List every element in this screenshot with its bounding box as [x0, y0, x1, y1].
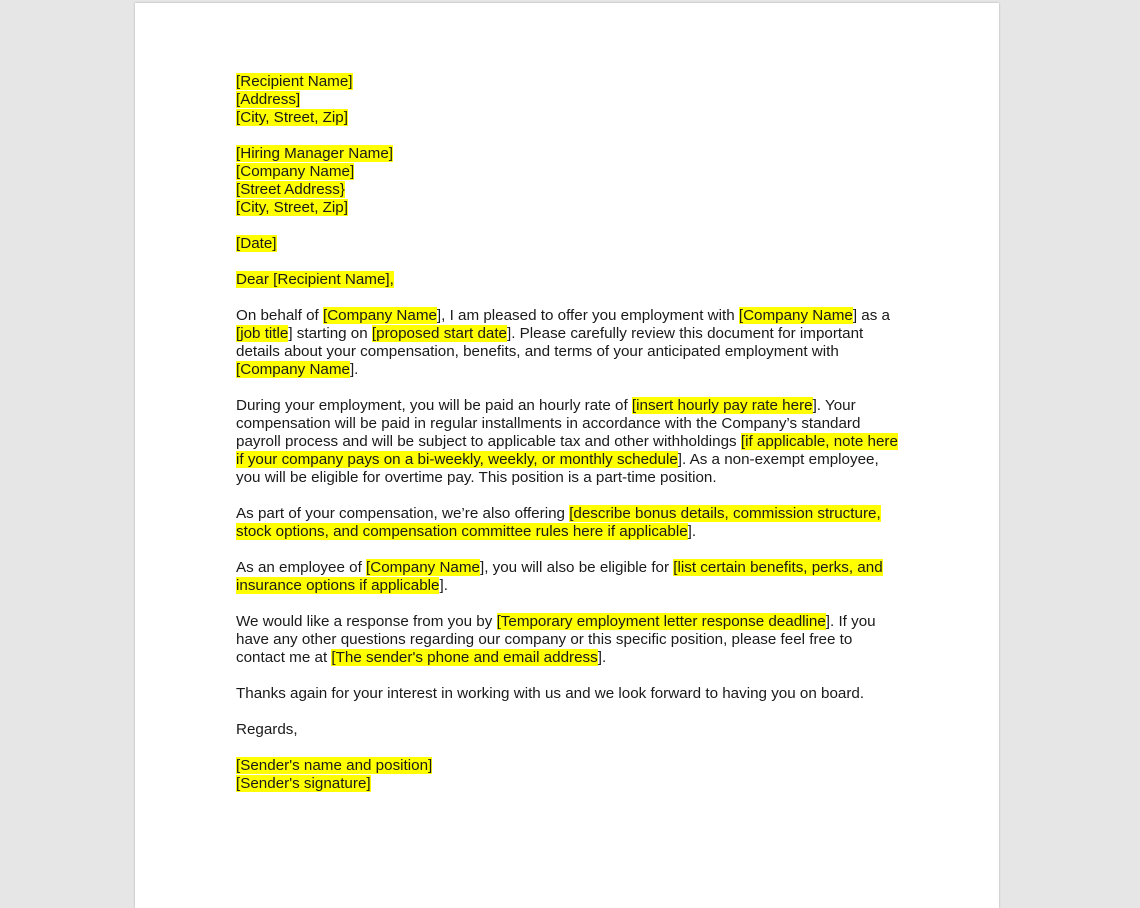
sender-name-position: [Sender's name and position] — [236, 757, 433, 774]
recipient-address: [Address] — [236, 91, 301, 108]
document-page — [135, 3, 999, 908]
sender-signature: [Sender's signature] — [236, 775, 371, 792]
paragraph-response: We would like a response from you by [Temporary employment letter response deadline]. If you have any other questions regarding our company or this specific position, please feel free to contact me at [The sender's phone and email address]. — [236, 613, 876, 666]
letter-body[interactable] — [236, 73, 901, 793]
company-block — [236, 145, 901, 217]
street-address: [Street Address} — [236, 181, 345, 198]
hiring-manager-name: [Hiring Manager Name] — [236, 145, 393, 162]
salutation: Dear [Recipient Name], — [236, 271, 394, 288]
signoff-block — [236, 757, 901, 793]
paragraph-compensation: During your employment, you will be paid an hourly rate of [insert hourly pay rate here]. Your compensation will be paid in regular installments in accordance with the Company’s standard payroll process and will be subject to applicable tax and other withholdings [if applicable, note here if your company pays on a bi-weekly, weekly, or monthly schedule]. As a non-exempt employee, you will be eligible for overtime pay. This position is a part-time position. — [236, 397, 898, 486]
closing-paragraph: Thanks again for your interest in working with us and we look forward to having you on board. — [236, 685, 865, 702]
paragraph-bonus: As part of your compensation, we’re also offering [describe bonus details, commission structure, stock options, and compensation committee rules here if applicable]. — [236, 505, 881, 540]
recipient-name: [Recipient Name] — [236, 73, 353, 90]
recipient-block — [236, 73, 901, 127]
company-city: [City, Street, Zip] — [236, 199, 348, 216]
company-name: [Company Name] — [236, 163, 355, 180]
letter-date: [Date] — [236, 235, 277, 252]
regards: Regards, — [236, 721, 298, 738]
paragraph-offer: On behalf of [Company Name], I am pleased to offer you employment with [Company Name] as a [job title] starting on [proposed start date]. Please carefully review this document for important details about your compensation, benefits, and terms of your anticipated employment with [Company Name]. — [236, 307, 890, 378]
recipient-city: [City, Street, Zip] — [236, 109, 348, 126]
paragraph-benefits: As an employee of [Company Name], you will also be eligible for [list certain benefits, perks, and insurance options if applicable]. — [236, 559, 883, 594]
